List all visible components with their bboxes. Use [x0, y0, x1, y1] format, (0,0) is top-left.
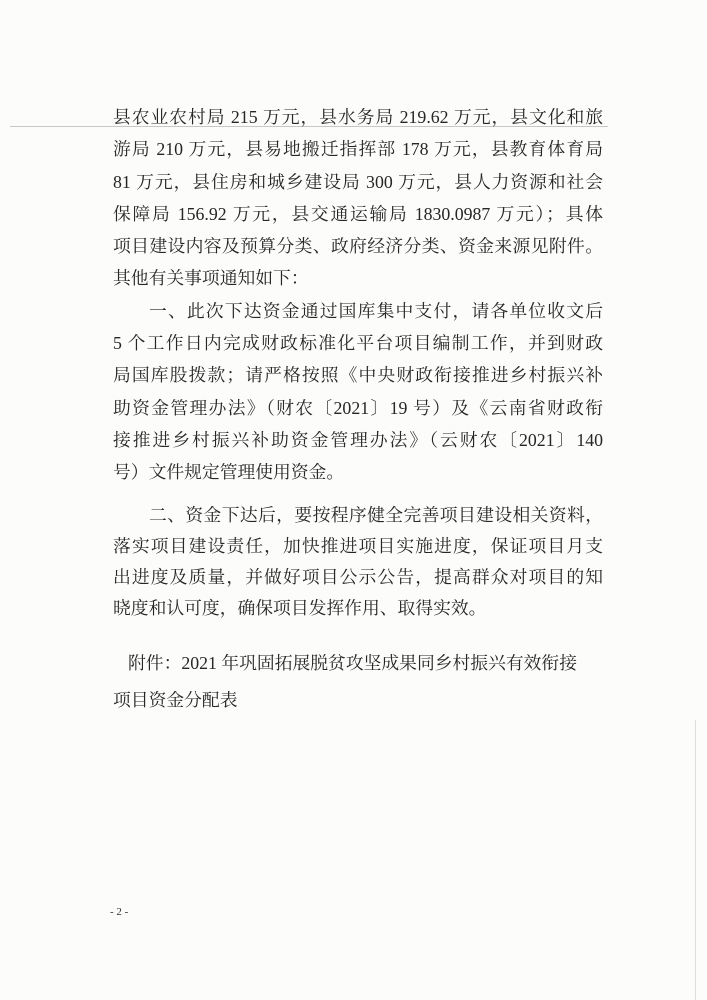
body-text-line: 局国库股拨款；请严格按照《中央财政衔接推进乡村振兴补 — [113, 365, 603, 386]
body-text-line: 晓度和认可度，确保项目发挥作用、取得实效。 — [113, 598, 487, 618]
body-text-line: 5 个工作日内完成财政标准化平台项目编制工作，并到财政 — [113, 333, 603, 354]
body-text-line: 一、此次下达资金通过国库集中支付，请各单位收文后 — [149, 300, 603, 321]
body-text-line: 81 万元，县住房和城乡建设局 300 万元，县人力资源和社会 — [113, 171, 603, 192]
body-text-line: 县农业农村局 215 万元，县水务局 219.62 万元，县文化和旅 — [113, 107, 603, 127]
body-text-line: 其他有关事项通知如下： — [113, 268, 309, 289]
body-text-line: 助资金管理办法》（财农〔2021〕19 号）及《云南省财政衔 — [113, 397, 603, 418]
body-text-line: 二、资金下达后，要按程序健全完善项目建设相关资料， — [149, 505, 603, 525]
page-number: - 2 - — [110, 906, 129, 918]
section-1-paragraph — [113, 295, 603, 489]
attachment-line: 附件：2021 年巩固拓展脱贫攻坚成果同乡村振兴有效衔接 — [128, 653, 577, 673]
body-text-line: 接推进乡村振兴补助资金管理办法》（云财农〔2021〕140 — [113, 429, 603, 450]
body-text-line: 游局 210 万元，县易地搬迁指挥部 178 万元，县教育体育局 — [113, 139, 603, 160]
body-text-line: 落实项目建设责任，加快推进项目实施进度，保证项目月支 — [113, 536, 603, 556]
attachment-note — [113, 645, 603, 719]
attachment-line: 项目资金分配表 — [113, 690, 238, 710]
body-text-line: 出进度及质量，并做好项目公示公告，提高群众对项目的知 — [113, 567, 603, 587]
section-2-paragraph — [113, 500, 603, 624]
body-text-line: 保障局 156.92 万元，县交通运输局 1830.0987 万元）；具体 — [113, 203, 603, 224]
scan-artifact-edge — [695, 720, 696, 1000]
continuation-paragraph — [113, 101, 603, 295]
body-text-line: 号）文件规定管理使用资金。 — [113, 462, 345, 483]
body-text-line: 项目建设内容及预算分类、政府经济分类、资金来源见附件。 — [113, 236, 603, 257]
document-body — [113, 101, 603, 489]
